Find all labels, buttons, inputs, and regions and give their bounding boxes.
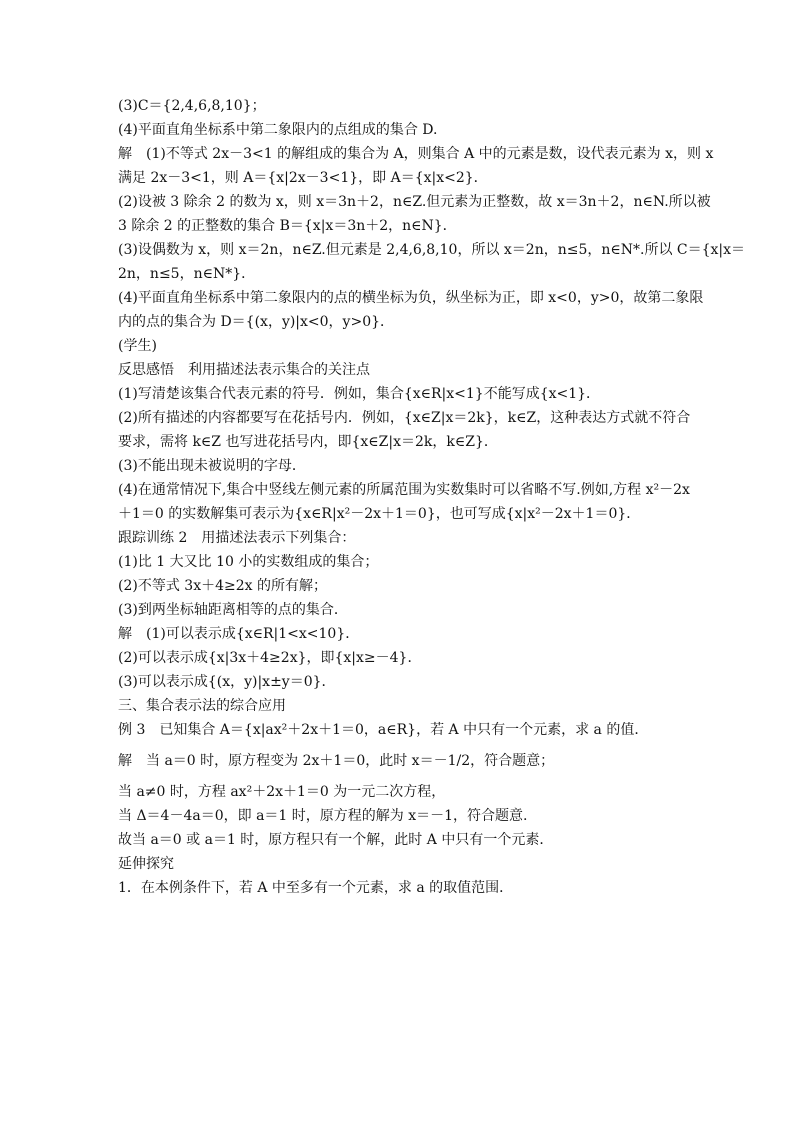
text-line: (4)在通常情况下,集合中竖线左侧元素的所属范围为实数集时可以省略不写.例如,方程 x²－2x bbox=[118, 482, 690, 498]
document-page bbox=[118, 94, 746, 900]
text-line: (4)平面直角坐标系中第二象限内的点组成的集合 D. bbox=[118, 122, 438, 138]
text-line: 要求，需将 k∈Z 也写进花括号内，即{x∈Z|x＝2k，k∈Z}． bbox=[118, 434, 498, 450]
text-line: 内的点的集合为 D＝{(x，y)|x<0，y>0}． bbox=[118, 314, 395, 330]
text-line: 解 (1)可以表示成{x∈R|1<x<10}． bbox=[118, 626, 360, 642]
section-heading: 延伸探究 bbox=[118, 856, 174, 872]
text-line: (3)不能出现未被说明的字母． bbox=[118, 458, 306, 474]
text-line: (2)所有描述的内容都要写在花括号内．例如，{x∈Z|x＝2k}，k∈Z，这种表达方式就不符合 bbox=[118, 410, 691, 426]
text-line: (学生) bbox=[118, 338, 157, 354]
text-line: (2)设被 3 除余 2 的数为 x，则 x＝3n＋2，n∈Z.但元素为正整数，故 x＝3n＋2，n∈N.所以被 bbox=[118, 194, 711, 210]
text-line: (3)到两坐标轴距离相等的点的集合． bbox=[118, 602, 348, 618]
section-heading: 反思感悟 利用描述法表示集合的关注点 bbox=[118, 362, 370, 378]
text-line: 当 a≠0 时，方程 ax²＋2x＋1＝0 为一元二次方程， bbox=[118, 784, 446, 800]
text-line: 满足 2x－3<1，则 A＝{x|2x－3<1}，即 A＝{x|x<2}． bbox=[118, 170, 488, 186]
text-line: 1．在本例条件下，若 A 中至多有一个元素，求 a 的取值范围． bbox=[118, 880, 514, 896]
text-line: 当 Δ＝4－4a＝0，即 a＝1 时，原方程的解为 x＝－1，符合题意. bbox=[118, 808, 528, 824]
text-line: 例 3 已知集合 A＝{x|ax²＋2x＋1＝0，a∈R}，若 A 中只有一个元素，求 a 的值． bbox=[118, 722, 649, 738]
text-line: (1)比 1 大又比 10 小的实数组成的集合； bbox=[118, 554, 379, 570]
text-line: (1)写清楚该集合代表元素的符号．例如，集合{x∈R|x<1}不能写成{x<1}． bbox=[118, 386, 601, 402]
text-line: (3)C＝{2,4,6,8,10}； bbox=[118, 98, 266, 114]
text-line: (2)可以表示成{x|3x＋4≥2x}，即{x|x≥－4}． bbox=[118, 650, 422, 666]
section-heading: 三、集合表示法的综合应用 bbox=[118, 698, 286, 714]
text-line: (2)不等式 3x＋4≥2x 的所有解； bbox=[118, 578, 327, 594]
text-line: 2n，n≤5，n∈N*}． bbox=[118, 266, 256, 282]
text-line: (4)平面直角坐标系中第二象限内的点的横坐标为负，纵坐标为正，即 x<0，y>0，故第二象限 bbox=[118, 290, 704, 306]
section-heading: 跟踪训练 2 用描述法表示下列集合： bbox=[118, 530, 356, 546]
text-line: 3 除余 2 的正整数的集合 B＝{x|x＝3n＋2，n∈N}． bbox=[118, 218, 457, 234]
text-line: 故当 a＝0 或 a＝1 时，原方程只有一个解，此时 A 中只有一个元素． bbox=[118, 832, 554, 848]
text-line: ＋1＝0 的实数解集可表示为{x∈R|x²－2x＋1＝0}，也可写成{x|x²－2x＋1＝0}． bbox=[118, 506, 641, 522]
text-line: (3)可以表示成{(x，y)|x±y＝0}． bbox=[118, 674, 336, 690]
text-line: 解 (1)不等式 2x－3<1 的解组成的集合为 A，则集合 A 中的元素是数，设代表元素为 x，则 x bbox=[118, 146, 714, 162]
text-line: 解 当 a＝0 时，原方程变为 2x＋1＝0，此时 x＝－1/2，符合题意； bbox=[118, 753, 555, 769]
text-line: (3)设偶数为 x，则 x＝2n，n∈Z.但元素是 2,4,6,8,10，所以 x＝2n，n≤5，n∈N*.所以 C＝{x|x＝ bbox=[118, 242, 746, 258]
